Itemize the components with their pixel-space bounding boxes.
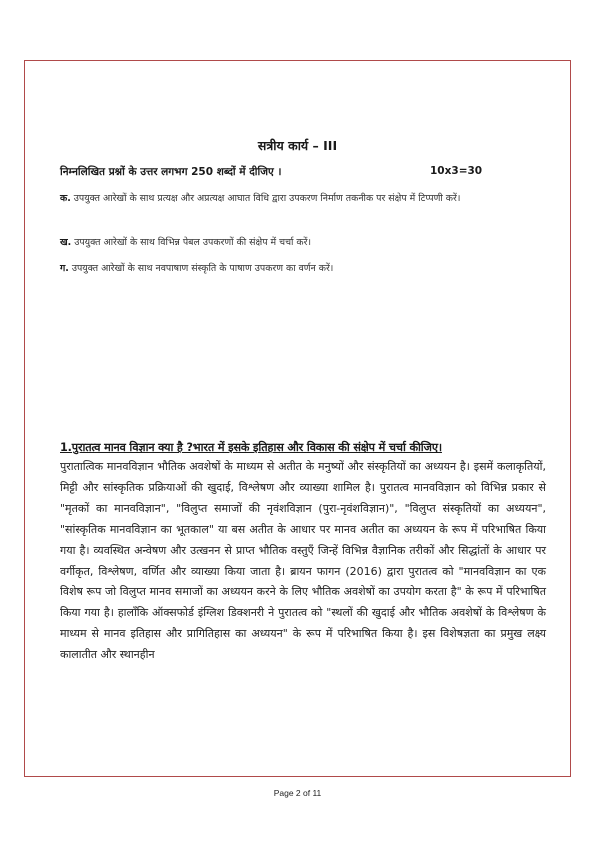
question-item [60, 234, 540, 251]
question-label: ग. [60, 263, 69, 274]
answer-heading: 1.पुरातत्व मानव विज्ञान क्या है ?भारत में इसके इतिहास और विकास की संक्षेप में चर्चा कीजिए। [60, 441, 442, 454]
assignment-instruction: निम्नलिखित प्रश्नों के उत्तर लगभग 250 शब्दों में दीजिए । [60, 166, 282, 178]
answer-section [60, 440, 546, 666]
assignment-title: सत्रीय कार्य – III [257, 138, 338, 153]
question-text: उपयुक्त आरेखों के साथ विभिन्न पेबल उपकरणों की संक्षेप में चर्चा करें। [74, 237, 312, 248]
question-text: उपयुक्त आरेखों के साथ नवपाषाण संस्कृति के पाषाण उपकरण का वर्णन करें। [71, 263, 334, 274]
question-label: क. [60, 193, 71, 204]
assignment-marks: 10x3=30 [430, 165, 483, 177]
question-text: उपयुक्त आरेखों के साथ प्रत्यक्ष और अप्रत्यक्ष आघात विधि द्वारा उपकरण निर्माण तकनीक पर संक्षेप में टिप्पणी करें। [73, 193, 461, 204]
question-item [60, 190, 540, 207]
question-label: ख. [60, 237, 72, 248]
page-number: Page 2 of 11 [273, 788, 322, 798]
question-item [60, 260, 540, 277]
answer-body: पुरातात्विक मानवविज्ञान भौतिक अवशेषों के माध्यम से अतीत के मनुष्यों और संस्कृतियों का अध्ययन है। इसमें कलाकृतियों, मिट्टी और सांस्कृतिक प्रक्रियाओं की खुदाई, विश्लेषण और व्याख्या शामिल है। पुरातत्व मानवविज्ञान को विभिन्न प्रकार से "मृतकों का मानवविज्ञान", "विलुप्त समाजों की नृवंशविज्ञान (पुरा-नृवंशविज्ञान)", "विलुप्त संस्कृतियों का अध्ययन", "सांस्कृतिक मानवविज्ञान का भूतकाल" या बस अतीत के आधार पर मानव अतीत का अध्ययन के रूप में परिभाषित किया गया है। व्यवस्थित अन्वेषण और उत्खनन से प्राप्त भौतिक वस्तुएँ जिन्हें विभिन्न वैज्ञानिक तरीकों और सिद्धांतों के आधार पर वर्गीकृत, विश्लेषण, वर्णित और व्याख्या किया जाता है। ब्रायन फागन (2016) द्वारा पुरातत्व को "मानवविज्ञान का एक विशेष रूप जो विलुप्त मानव समाजों का अध्ययन करने के लिए भौतिक अवशेषों का उपयोग करता है" के रूप में परिभाषित किया गया है। हालाँकि ऑक्सफोर्ड इंग्लिश डिक्शनरी ने पुरातत्व को "स्थलों की खुदाई और भौतिक अवशेषों के विश्लेषण के माध्यम से मानव इतिहास और प्रागितिहास का अध्ययन" के रूप में परिभाषित किया है। इस विशेषज्ञता का प्रमुख लक्ष्य कालातीत और स्थानहीन [60, 460, 546, 662]
